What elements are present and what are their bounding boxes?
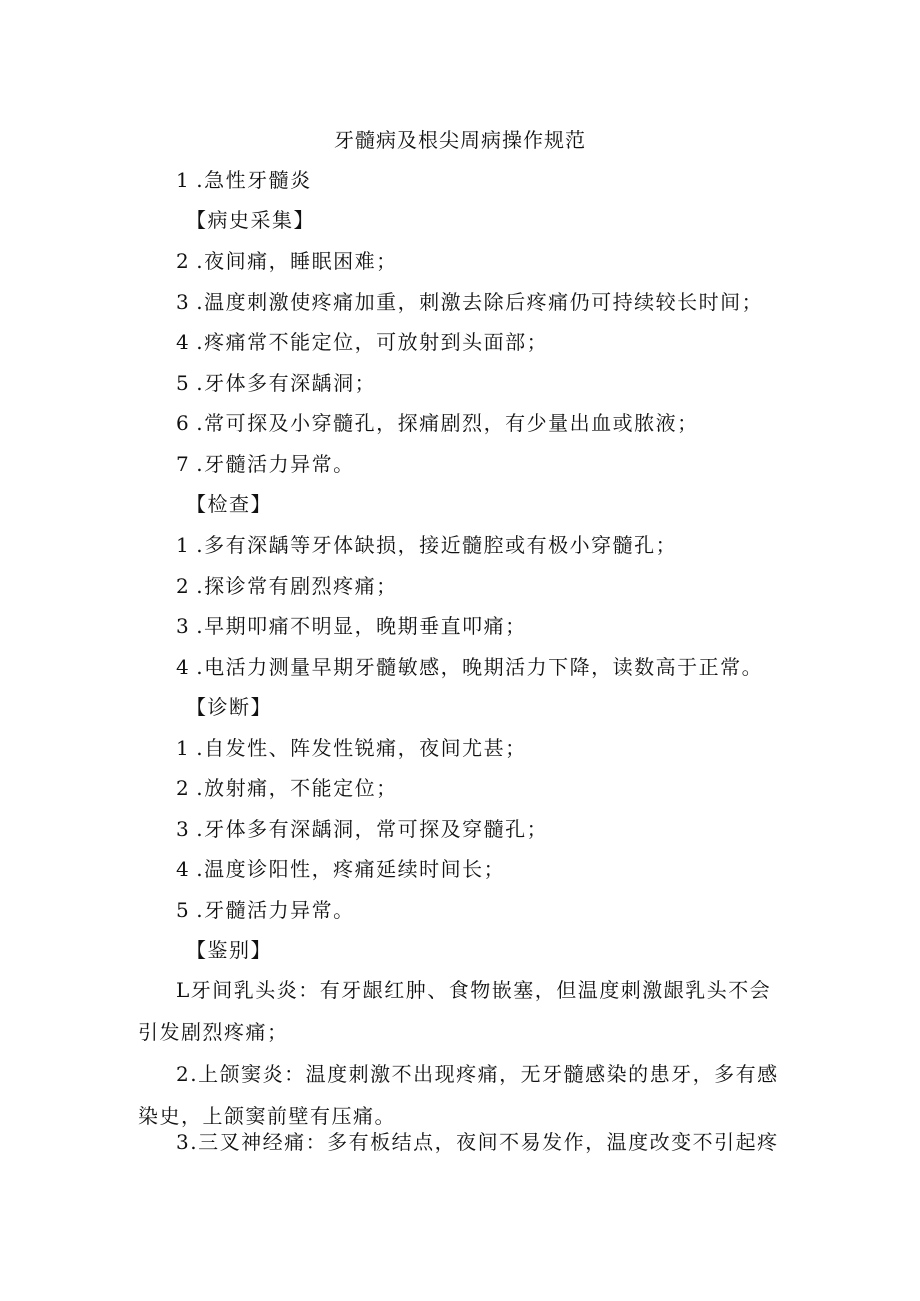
differential-paragraph: 3.三叉神经痛：多有板结点，夜间不易发作，温度改变不引起疼 [176,1130,779,1154]
item-text: .自发性、阵发性锐痛，夜间尤甚； [196,736,527,760]
history-item [176,247,398,275]
item-number: 1 [176,736,191,760]
exam-item [176,572,398,600]
item-number: 2 [176,776,191,800]
item-number: 6 [176,411,191,435]
item-text: .常可探及小穿髓孔，探痛剧烈，有少量出血或脓液； [196,411,699,435]
item-text: .多有深龋等牙体缺损，接近髓腔或有极小穿髓孔； [196,533,678,557]
diagnosis-item [176,734,527,762]
item-text: .牙体多有深龋洞，常可探及穿髓孔； [196,817,549,841]
item-text: .早期叩痛不明显，晚期垂直叩痛； [196,614,527,638]
differential-paragraph: 2.上颌窦炎：温度刺激不出现疼痛，无牙髓感染的患牙，多有感染史，上颌窦前壁有压痛。 [138,1062,779,1128]
document-title: 牙髓病及根尖周病操作规范 [334,128,586,152]
history-item [176,288,763,316]
item-number: 1 [176,533,191,557]
exam-item [176,653,763,681]
item-number: 7 [176,452,191,476]
item-number: 5 [176,371,191,395]
history-heading: 【病史采集】 [186,208,315,232]
history-item [176,328,548,356]
item-text: .温度诊阳性，疼痛延续时间长； [196,857,506,881]
exam-item [176,612,527,640]
item-number: 2 [176,249,191,273]
item-text: .电活力测量早期牙髓敏感，晚期活力下降，读数高于正常。 [196,655,764,679]
history-item [176,409,699,437]
history-item [176,369,376,397]
section-number: 1 [176,168,191,192]
item-number: 4 [176,655,191,679]
differential-paragraph: L牙间乳头炎：有牙龈红肿、食物嵌塞，但温度刺激龈乳头不会引发剧烈疼痛； [138,978,772,1044]
section-title-text: .急性牙髓炎 [196,168,312,192]
item-number: 3 [176,614,191,638]
item-text: .牙髓活力异常。 [196,898,355,922]
diagnosis-item [176,855,505,883]
item-text: .温度刺激使疼痛加重，刺激去除后疼痛仍可持续较长时间； [196,290,764,314]
diagnosis-item [176,815,548,843]
item-number: 3 [176,290,191,314]
diagnosis-item [176,896,355,924]
item-number: 5 [176,898,191,922]
differential-heading: 【鉴别】 [186,938,272,962]
diagnosis-item [176,774,398,802]
item-number: 2 [176,574,191,598]
item-text: .疼痛常不能定位，可放射到头面部； [196,330,549,354]
exam-heading: 【检查】 [186,492,272,516]
history-item [176,450,355,478]
section-title [176,166,312,194]
item-text: .夜间痛，睡眠困难； [196,249,398,273]
item-number: 4 [176,330,191,354]
item-number: 3 [176,817,191,841]
item-text: .牙体多有深龋洞； [196,371,377,395]
diagnosis-heading: 【诊断】 [186,695,272,719]
item-text: .牙髓活力异常。 [196,452,355,476]
item-text: .放射痛，不能定位； [196,776,398,800]
item-number: 4 [176,857,191,881]
exam-item [176,531,677,559]
item-text: .探诊常有剧烈疼痛； [196,574,398,598]
